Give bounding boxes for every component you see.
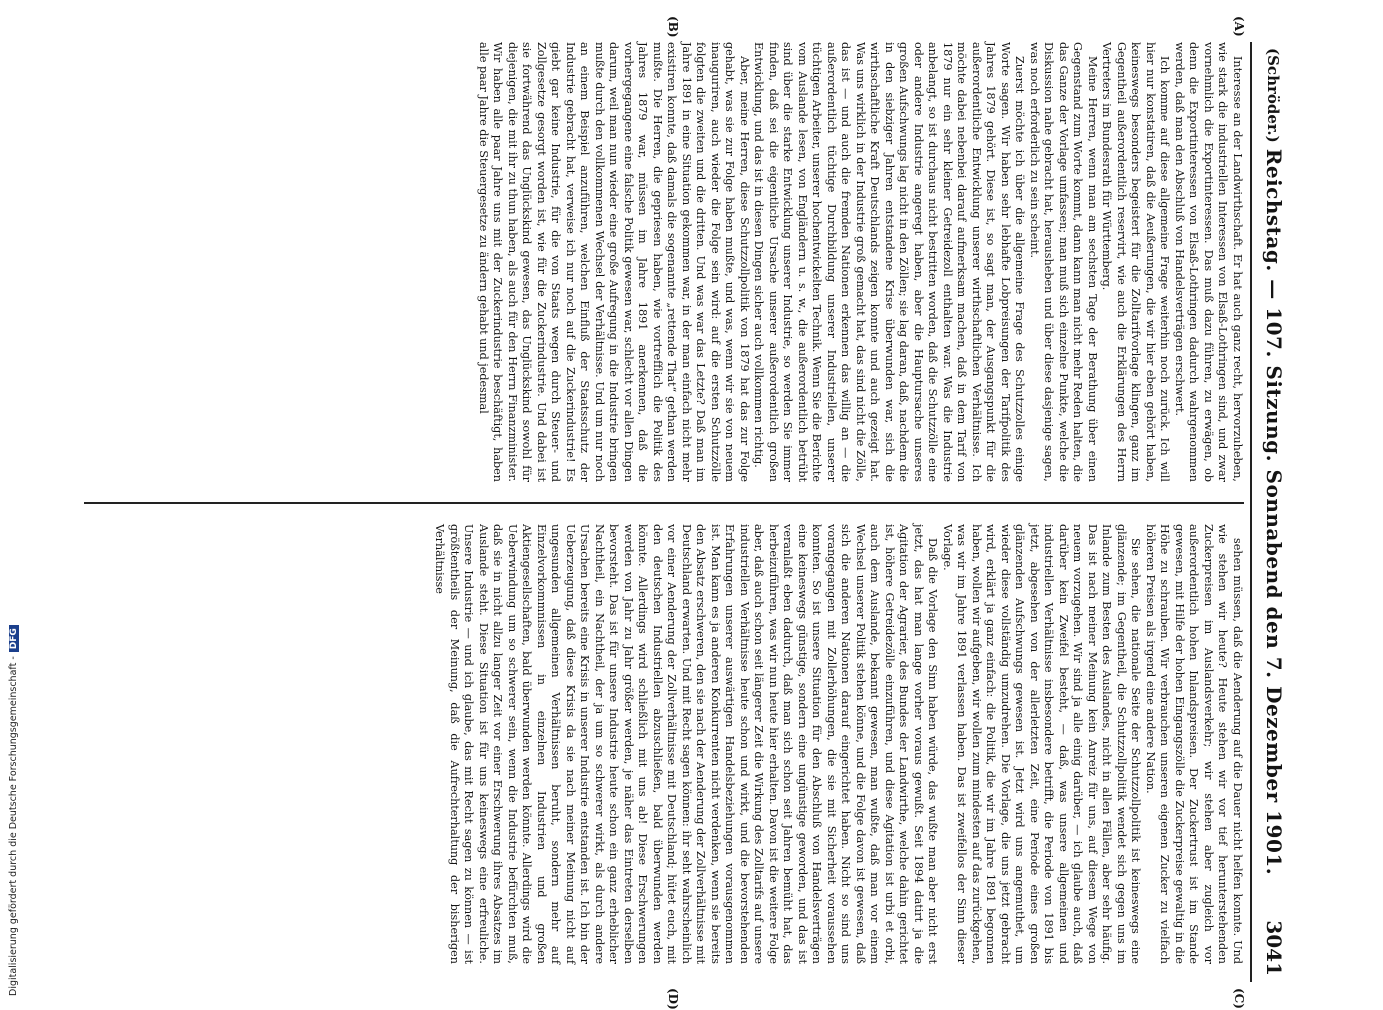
margin-mark-b: (B) [666,16,680,38]
paragraph: Sie sehen, die nationale Seite der Schutzzollpolitik ist keineswegs eine glänzende; im Gegentheil, die Schutzzollpolitik wendet sich gegen uns im Inlande zum Besten des Auslandes, nicht in allen Fällen, aber sehr häufig. Das ist nach meiner Meinung kein Anreiz für uns, auf diesem Wege von neuem vorzugehen. Wir sind ja alle einig darüber, — ich glaube auch, daß darüber kein Zweifel besteht, — daß, was unsere allgemeinen und industriellen Verhältnisse insbesondere betrifft, die Periode von 1891 bis jetzt, abgesehen von der allerletzten Zeit, eine Periode eines großen glänzenden Aufschwungs gewesen ist. Jetzt wird uns angemuthet, um wieder diese vollständig umzudrehen. Die Vorlage, die uns jetzt gebracht wird, erklärt ja ganz einfach: die Politik, die wir im Jahre 1891 begonnen haben, wollen wir aufgeben, wir wollen zum mindesten auf das zurückgehen, was wir im Jahre 1891 verlassen haben. Das ist zweifellos der Sinn dieser Vorlage. [941,524,1143,964]
left-column [476,42,1245,482]
dfg-logo: DFG [9,625,19,652]
digitization-credit [8,625,19,996]
paragraph: Aber, meine Herren, diese Schutzzollpolitik von 1879 hat das zur Folge gehabt, was sie zur Folge haben mußte, und was, wenn wir sie von neuem inauguriren, auch wieder die Folge sein wird: auf die ersten Schutzzölle folgten die zweiten und die dritten. Und was war das Letzte? Daß man im Jahre 1891 in eine Situation gekommen war, in der man einfach nicht mehr existiren konnte, daß damals die sogenannte „rettende That“ gethan werden mußte. Die Herren, die gepriesen haben, wie vortrefflich die Politik des Jahres 1879 war, müssen im Jahre 1891 anerkennen, daß die vorhergegangene eine falsche Politik gewesen war, schlecht vor allen Dingen darum, weil man nun wieder eine große Aufregung in die Industrie bringen mußte durch den vollkommenen Wechsel der Verhältnisse. Und um nur noch an einem Beispiel anzuführen, welchen Einfluß der Staatsschutz der Industrie gebracht hat, verweise ich nur noch auf die Zuckerindustrie! Es giebt gar keine Industrie, für die von Staats wegen durch Steuer- und Zollgesetze gesorgt worden ist, wie für die Zuckerindustrie. Und dabei ist sie fortwährend das Unglückskind gewesen, das Unglückskind sowohl für diejenigen, die mit ihr zu thun haben, als auch für den Herrn Finanzminister. Wir haben alle paar Jahre uns mit der Zuckerindustrie beschäftigt, haben alle paar Jahre die Steuergesetze zu ändern gehabt und jedesmal [477,42,751,482]
paragraph: sehen müssen, daß die Aenderung auf die Dauer nicht helfen konnte. Und wie stehen wir heute? Heute stehen wir vor tief herunterstehenden Zuckerpreisen im Auslandsverkehr; wir stehen aber zugleich vor außerordentlich hohen Inlandspreisen. Der Zuckertrust ist im Stande gewesen, mit Hilfe der hohen Eingangszölle die Zuckerpreise gewaltig in die Höhe zu schrauben. Wir verbrauchen unseren eigenen Zucker zu vielfach höheren Preisen als irgend eine andere Nation. [1144,524,1244,964]
paragraph: Daß die Vorlage den Sinn haben würde, das wußte man aber nicht erst jetzt, das hat man lange vorher voraus gewußt. Seit 1894 datirt ja die Agitation der Agrarier, des Bundes der Landwirthe, welche dahin gerichtet ist, höhere Getreidezölle einzuführen, und diese Agitation ist urbi et orbi, auch dem Auslande, bekannt gewesen, man wußte, daß man vor einem Wechsel unserer Politik stehen könne, und die Folge davon ist gewesen, daß sich die anderen Nationen darauf eingerichtet haben. Nicht so sind uns vorangegangen mit Zollerhöhungen, die sie mit Sicherheit voraussehen konnten. So ist unsere Situation für den Abschluß von Handelsverträgen eine keineswegs günstige, sondern eine ungünstige geworden, und das ist veranlaßt eben dadurch, daß man sich schon seit Jahren bemüht hat, das herbeizuführen, was wir nun heute hier erhalten. Davon ist die weitere Folge aber, daß auch schon seit längerer Zeit die Wirkung des Zolltarifs auf unsere industriellen Verhältnisse heute schon und wirkt, und die bevorstehenden Erfahrungen unserer auswärtigen Handelsbeziehungen vorausgenommen ist. Man kann es ja anderen Konkurrenten nicht verdenken, wenn sie bereits den Absatz erschweren, den sie nach der Aenderung der Zollverhältnisse mit Deutschland erwarten. Und mit Recht sagen können: ihr seht wahrscheinlich vor einer Aenderung der Zollverhältnisse mit Deutschland; hütet euch, mit den deutschen Industriellen abzuschließen, bald überwunden werden könnte. Allerdings wird schließlich mit uns ab! Diese Erschwerungen werden von Jahr zu Jahr größer werden, je näher das Eintreten derselben bevorsteht. Das ist für unsere Industrie heute schon ein ganz erheblicher Nachtheil, ein Nachtheil, der ja um so schwerer wirkt, als durch andere Ursachen bereits eine Krisis in unserer Industrie entstanden ist. Ich bin der Ueberzeugung, daß diese Krisis da sie nach meiner Meinung nicht auf ungesunden allgemeinen Verhältnissen beruht, sondern mehr auf Einzelvorkommnissen in einzelnen Industrien und großen Aktiengesellschaften, bald überwunden werden könnte. Allerdings wird die Ueberwindung um so schwerer sein, wenn die Industrie befürchten muß, daß sie in nicht allzu langer Zeit vor einer Erschwerung ihres Absatzes im Auslande steht. Diese Situation ist für uns keineswegs eine erfreuliche. Unsere Industrie — und ich glaube, das mit Recht sagen zu können — ist größtentheils der Meinung, daß die Aufrechterhaltung der bisherigen Verhältnisse [433,524,940,964]
credit-text: Digitalisierung gefördert durch die Deutsche Forschungsgemeinschaft - [8,656,19,996]
right-column [432,524,1244,964]
margin-mark-d: (D) [666,988,680,1010]
page-number: 3041 [1262,920,1286,976]
page-title: Reichstag. — 107. Sitzung. Sonnabend den 7. Dezember 1901. [1262,148,1286,876]
paragraph: Zuerst möchte ich über die allgemeine Frage des Schutzzolles einige Worte sagen. Wir haben sehr lebhafte Lobpreisungen der Tarifpolitik des Jahres 1879 gehört. Diese ist, so sagt man, der Ausgangspunkt für die außerordentliche Entwicklung unserer wirthschaftlichen Verhältnisse. Ich möchte dabei nebenbei darauf aufmerksam machen, daß in dem Tarif von 1879 nur ein sehr kleiner Getreidezoll enthalten war. Was die Industrie anbelangt, so ist durchaus nicht bestritten worden, daß die Schutzzölle eine oder andere Industrie angeregt haben, aber die Hauptursache unseres großen Aufschwungs lag nicht in den Zöllen; sie lag daran, daß, nachdem die in den siebziger Jahren entstandene Krise überwunden war, sich die wirthschaftliche Kraft Deutschlands zeigen konnte und auch gezeigt hat. Was uns wirklich in der Industrie groß gemacht hat, das sind nicht die Zölle, das ist — und auch die fremden Nationen erkennen das willig an — die außerordentlich tüchtige Durchbildung unserer Industriellen, unserer tüchtigen Arbeiter, unserer hochentwickelten Technik. Wenn Sie die Berichte vom Auslande lesen, von Engländern u. s. w., die außerordentlich betrübt sind über die starke Entwicklung unserer Industrie, so werden Sie immer finden, daß sei die eigentliche Ursache unserer außerordentlich großen Entwicklung, und das ist in diesen Dingen sicher auch vollkommen richtig. [752,42,1027,482]
paragraph: Ich komme auf diese allgemeine Frage weiterhin noch zurück. Ich will hier nur konstatiren, daß die Aeußerungen, die wir hier eben gehört haben, keineswegs besonders begeistert für die Zolltarifvorlage klingen, ganz im Gegentheil außerordentlich reservirt, wie auch die Erklärungen des Herrn Vertreters im Bundesrath für Württemberg. [1100,42,1172,482]
page-header [1250,42,1292,982]
paragraph: Meine Herren, wenn man am sechsten Tage der Berathung über einen Gegenstand zum Worte kommt, dann kann man nicht mehr Reden halten, die das Ganze der Vorlage umfassen; man muß sich einzelne Punkte, welche die Diskussion nahe gebracht hat, herausheben und über diese dasjenige sagen, was noch erforderlich zu sein scheint. [1028,42,1099,482]
paragraph: Interesse an der Landwirthschaft. Er hat auch ganz recht, hervorzuheben, wie stark die industriellen Interessen von Elsaß-Lothringen sind, und zwar vornehmlich die Exportinteressen. Das muß dazu führen, zu erwägen, ob denn die Exportinteressen von Elsaß-Lothringen dadurch wahrgenommen werden, daß man den Abschluß von Handelsverträgen erschwert. [1173,42,1244,482]
speaker-label: (Schröder.) [1264,48,1282,143]
margin-mark-c: (C) [1232,988,1246,1009]
rotated-page [72,16,1292,1010]
column-divider [84,502,1244,504]
margin-mark-a: (A) [1232,16,1246,37]
